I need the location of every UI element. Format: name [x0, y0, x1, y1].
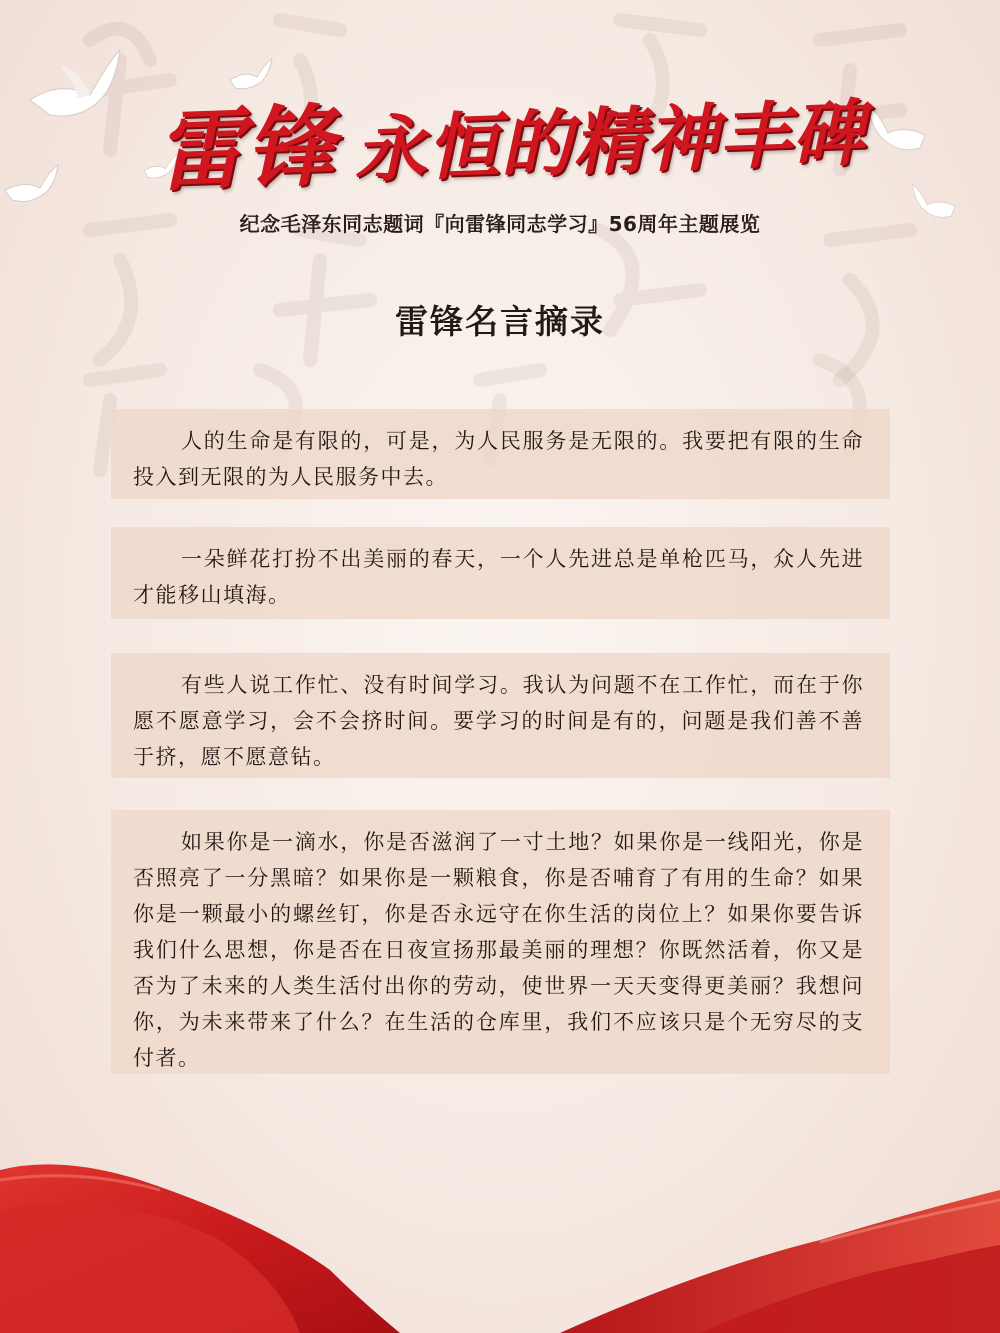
- quote-card: [111, 653, 890, 778]
- title-name: 雷锋: [154, 93, 338, 204]
- quote-text: 一朵鲜花打扮不出美丽的春天，一个人先进总是单枪匹马，众人先进才能移山填海。: [133, 547, 864, 607]
- red-ribbon-icon: [0, 1150, 1000, 1333]
- quote-text: 如果你是一滴水，你是否滋润了一寸土地？如果你是一线阳光，你是否照亮了一分黑暗？如果你是一颗粮食，你是否哺育了有用的生命？如果你是一颗最小的螺丝钉，你是否永远守在你生活的岗位上？如果你要告诉我们什么思想，你是否在日夜宣扬那最美丽的理想？你既然活着，你又是否为了未来的人类生活付出你的劳动，使世界一天天变得更美丽？我想问你，为未来带来了什么？在生活的仓库里，我们不应该只是个无穷尽的支付者。: [133, 830, 864, 1070]
- section-title: 雷锋名言摘录: [395, 302, 605, 341]
- quote-card: [111, 527, 890, 619]
- title-slogan: 永恒的精神丰碑: [352, 89, 867, 193]
- subtitle: 纪念毛泽东同志题词『向雷锋同志学习』56周年主题展览: [239, 212, 761, 236]
- white-dove-icon: [0, 160, 60, 210]
- white-dove-icon: [20, 40, 130, 130]
- quote-text: 有些人说工作忙、没有时间学习。我认为问题不在工作忙，而在于你愿不愿意学习，会不会挤时间。要学习的时间是有的，问题是我们善不善于挤，愿不愿意钻。: [133, 673, 864, 769]
- quote-text: 人的生命是有限的，可是，为人民服务是无限的。我要把有限的生命投入到无限的为人民服务中去。: [133, 429, 864, 489]
- quote-card: [111, 409, 890, 499]
- page-title: [148, 57, 872, 208]
- quote-card: [111, 810, 890, 1074]
